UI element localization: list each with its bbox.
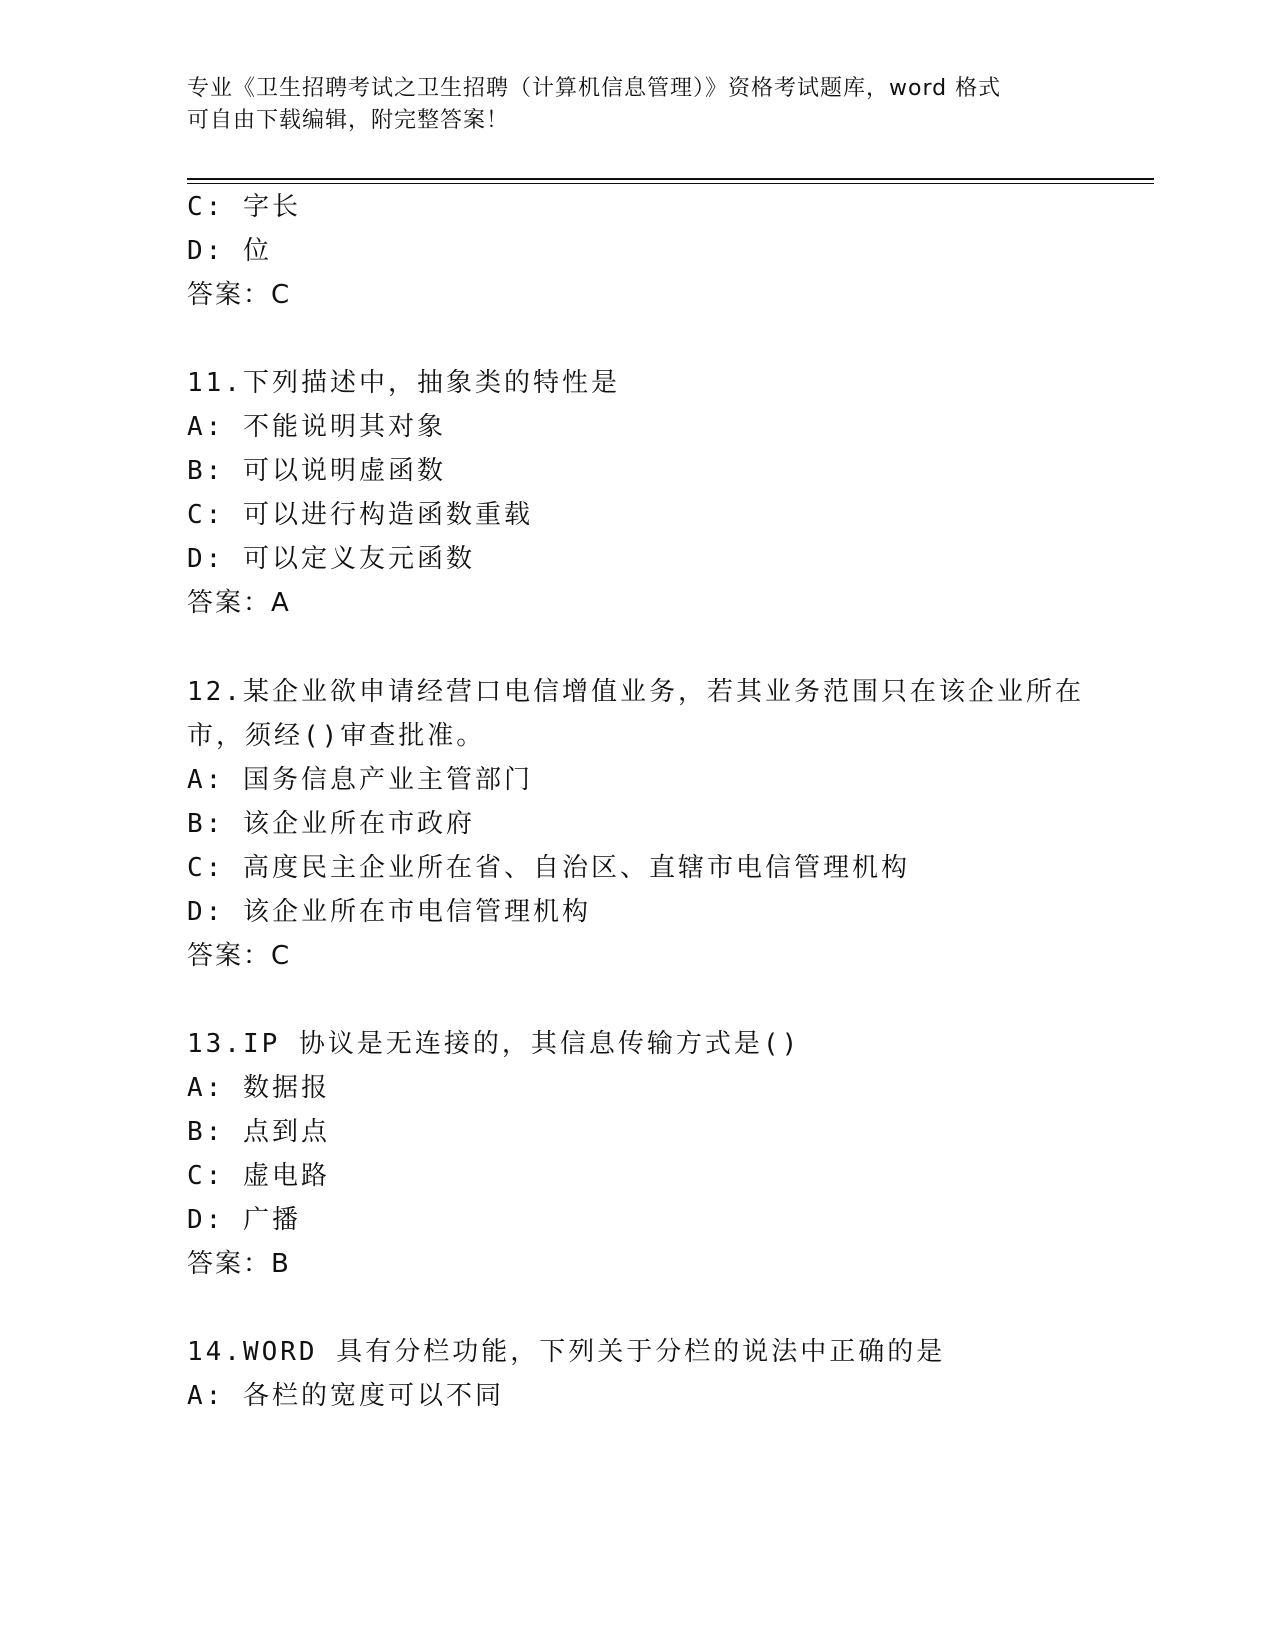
header-divider-thick bbox=[187, 178, 1154, 180]
option-a-q12: A: 国务信息产业主管部门 bbox=[187, 765, 533, 795]
question-11: 11.下列描述中，抽象类的特性是 bbox=[187, 368, 620, 398]
header-title-line-1: 专业《卫生招聘考试之卫生招聘（计算机信息管理）》资格考试题库，word 格式 bbox=[187, 76, 1002, 101]
answer-q10: 答案：C bbox=[187, 280, 292, 310]
option-c-q10: C: 字长 bbox=[187, 192, 301, 222]
option-a-q11: A: 不能说明其对象 bbox=[187, 412, 446, 442]
option-c-q13: C: 虚电路 bbox=[187, 1161, 330, 1191]
option-c-q11: C: 可以进行构造函数重载 bbox=[187, 500, 533, 530]
option-d-q11: D: 可以定义友元函数 bbox=[187, 544, 475, 574]
question-14: 14.WORD 具有分栏功能，下列关于分栏的说法中正确的是 bbox=[187, 1337, 946, 1367]
question-12-line-1: 12.某企业欲申请经营口电信增值业务，若其业务范围只在该企业所在 bbox=[187, 677, 1084, 707]
question-12-line-2: 市，须经()审查批准。 bbox=[187, 721, 486, 751]
option-d-q10: D: 位 bbox=[187, 236, 272, 266]
answer-q12: 答案：C bbox=[187, 941, 292, 971]
header-divider-thin bbox=[187, 183, 1154, 184]
option-c-q12: C: 高度民主企业所在省、自治区、直辖市电信管理机构 bbox=[187, 853, 910, 883]
option-a-q14: A: 各栏的宽度可以不同 bbox=[187, 1381, 504, 1411]
document-header bbox=[187, 73, 1087, 137]
answer-q11: 答案：A bbox=[187, 588, 291, 618]
option-a-q13: A: 数据报 bbox=[187, 1073, 330, 1103]
option-d-q12: D: 该企业所在市电信管理机构 bbox=[187, 897, 591, 927]
option-b-q13: B: 点到点 bbox=[187, 1117, 330, 1147]
answer-q13: 答案：B bbox=[187, 1249, 291, 1279]
option-b-q12: B: 该企业所在市政府 bbox=[187, 809, 475, 839]
option-b-q11: B: 可以说明虚函数 bbox=[187, 456, 446, 486]
header-title-line-2: 可自由下载编辑，附完整答案！ bbox=[187, 108, 510, 133]
option-d-q13: D: 广播 bbox=[187, 1205, 301, 1235]
question-13: 13.IP 协议是无连接的，其信息传输方式是() bbox=[187, 1029, 801, 1059]
